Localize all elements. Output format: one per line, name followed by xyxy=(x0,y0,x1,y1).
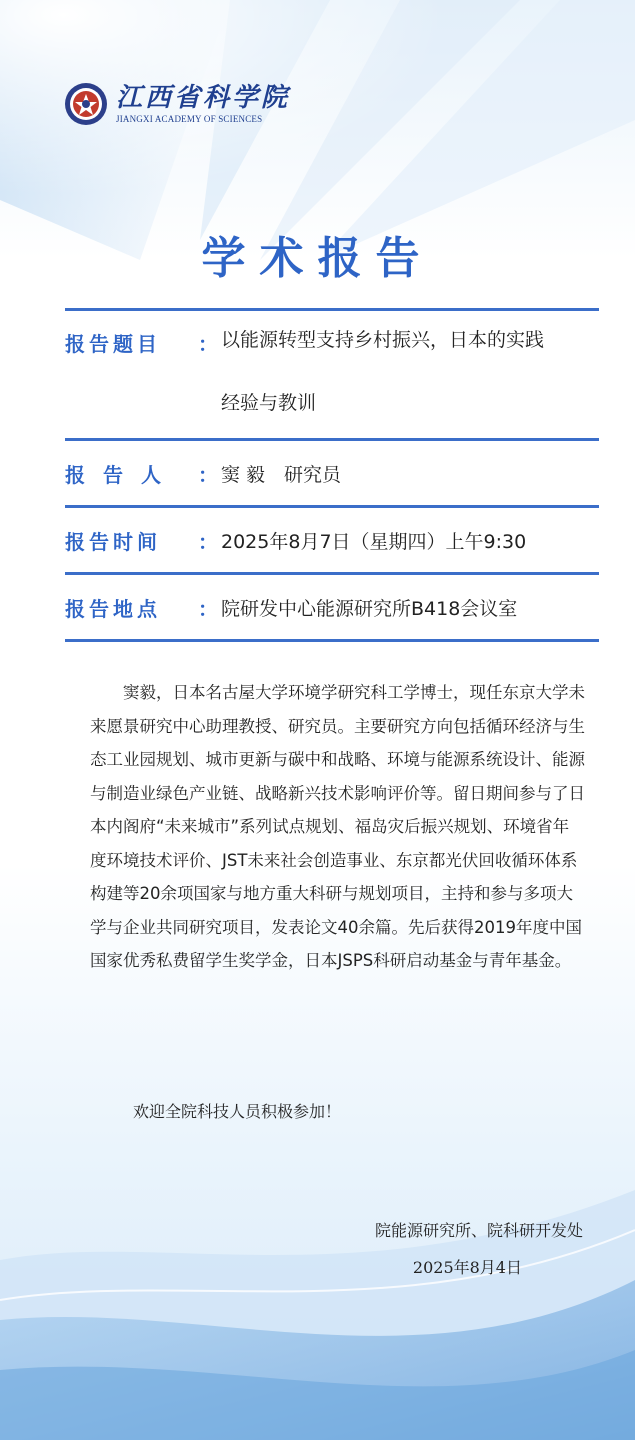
logo-name-en: JIANGXI ACADEMY OF SCIENCES xyxy=(116,114,263,124)
info-row-speaker xyxy=(65,441,599,505)
institution-logo xyxy=(64,82,290,126)
speaker-bio: 窦毅，日本名古屋大学环境学研究科工学博士，现任东京大学未来愿景研究中心助理教授、研究员。主要研究方向包括循环经济与生态工业园规划、城市更新与碳中和战略、环境与能源系统设计、能源与制造业绿色产业链、战略新兴技术影响评价等。留日期间参与了日本内阁府“未来城市”系列试点规划、福岛灾后振兴规划、环境省年度环境技术评价、JST未来社会创造事业、东京都光伏回收循环体系构建等20余项国家与地方重大科研与规划项目，主持和参与多项大学与企业共同研究项目，发表论文40余篇。先后获得2019年度中国国家优秀私费留学生奖学金，日本JSPS科研启动基金与青年基金。 xyxy=(90,683,585,970)
info-colon: ： xyxy=(198,332,218,356)
issue-date: 2025年8月4日 xyxy=(412,1258,522,1277)
organizer: 院能源研究所、院科研开发处 xyxy=(374,1221,583,1240)
info-value xyxy=(221,309,599,435)
page-title: 学术报告 xyxy=(201,233,434,284)
info-colon: ： xyxy=(198,529,218,554)
info-label: 报告地点 xyxy=(65,596,161,621)
topic-line-1: 以能源转型支持乡村振兴，日本的实践 xyxy=(221,329,545,351)
info-row-time xyxy=(65,508,599,572)
logo-name-cn: 江西省科学院 xyxy=(116,83,291,113)
info-label: 报告时间 xyxy=(65,529,161,554)
info-label: 报告题目 xyxy=(65,332,161,356)
report-info-table xyxy=(65,308,599,642)
divider xyxy=(65,639,599,642)
topic-line-2: 经验与教训 xyxy=(221,392,317,414)
info-row-location xyxy=(65,575,599,639)
emblem-icon xyxy=(64,82,108,126)
welcome-text: 欢迎全院科技人员积极参加！ xyxy=(133,1102,342,1121)
info-colon: ： xyxy=(198,596,218,621)
info-colon: ： xyxy=(198,462,218,487)
time-value: 2025年8月7日（星期四）上午9:30 xyxy=(221,530,527,553)
info-label: 报告人 xyxy=(65,462,179,487)
info-row-topic xyxy=(65,311,599,438)
location-value: 院研发中心能源研究所B418会议室 xyxy=(221,597,518,620)
speaker-value: 窦 毅 研究员 xyxy=(221,463,342,486)
